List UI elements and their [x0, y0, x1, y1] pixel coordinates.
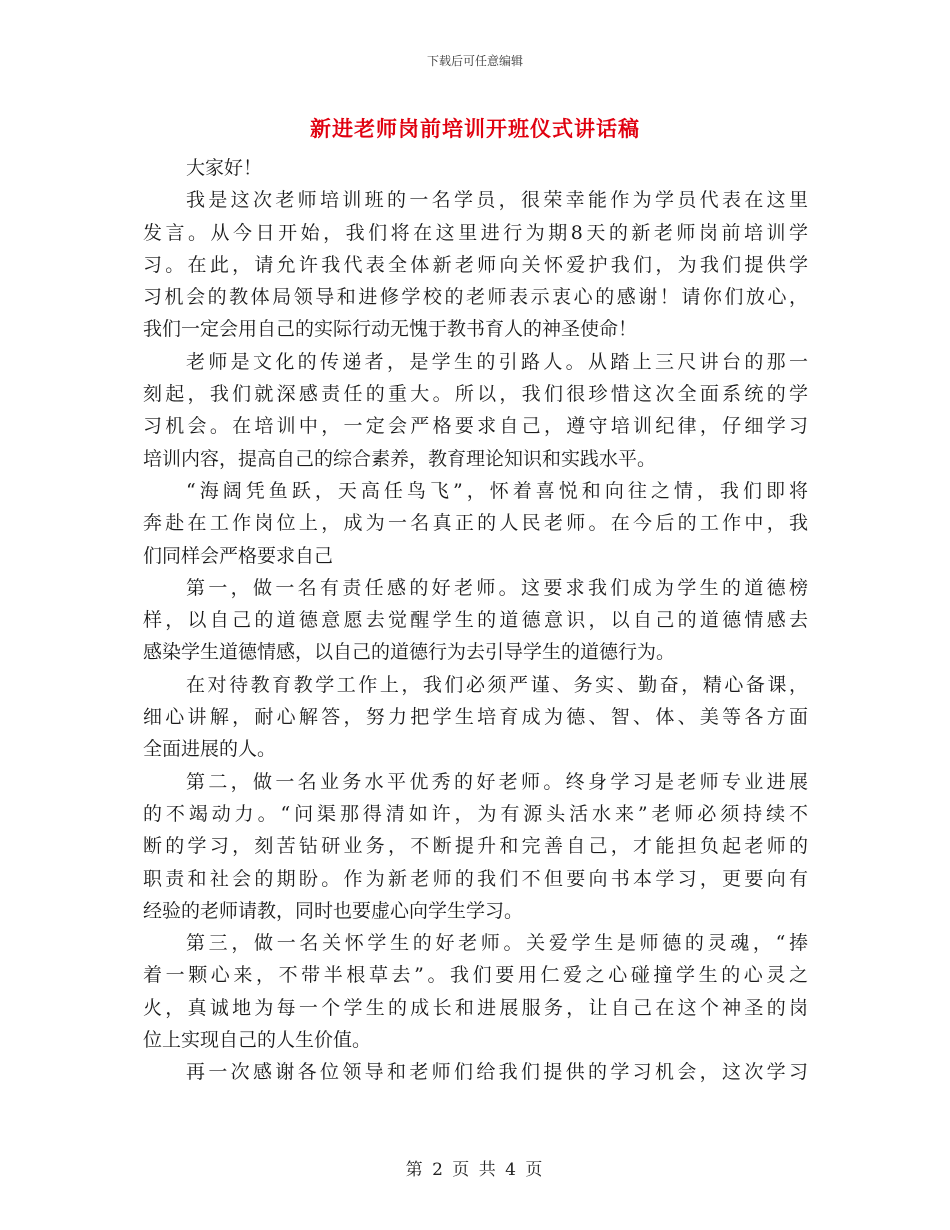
paragraph-line: 习机会。在培训中，一定会严格要求自己，遵守培训纪律，仔细学习: [143, 415, 808, 438]
document-title: 新进老师岗前培训开班仪式讲话稿: [310, 117, 640, 141]
paragraph-line: 着一颗心来，不带半根草去”。我们要用仁爱之心碰撞学生的心灵之: [143, 964, 808, 987]
paragraph-line: 刻起，我们就深感责任的重大。所以，我们很珍惜这次全面系统的学: [143, 383, 808, 406]
paragraph-line: 奔赴在工作岗位上，成为一名真正的人民老师。在今后的工作中，我: [143, 512, 808, 535]
paragraph-line: 第二，做一名业务水平优秀的好老师。终身学习是老师专业进展: [186, 770, 808, 793]
page-header-note: 下载后可任意编辑: [426, 54, 523, 68]
paragraph-line: 断的学习，刻苦钻研业务，不断提升和完善自己，才能担负起老师的: [143, 835, 808, 858]
paragraph-line: 习机会的教体局领导和进修学校的老师表示衷心的感谢！请你们放心，: [143, 286, 808, 309]
paragraph-line: 发言。从今日开始，我们将在这里进行为期8天的新老师岗前培训学: [143, 221, 808, 244]
paragraph-line: 的不竭动力。“问渠那得清如许，为有源头活水来”老师必须持续不: [143, 802, 808, 825]
paragraph-line: 细心讲解，耐心解答，努力把学生培育成为德、智、体、美等各方面: [143, 706, 808, 729]
paragraph-line: 习。在此，请允许我代表全体新老师向关怀爱护我们，为我们提供学: [143, 253, 808, 276]
paragraph-line: 培训内容，提高自己的综合素养，教育理论知识和实践水平。: [143, 447, 657, 470]
paragraph-line: 老师是文化的传递者，是学生的引路人。从踏上三尺讲台的那一: [186, 350, 808, 373]
paragraph-line: 位上实现自己的人生价值。: [143, 1029, 372, 1052]
paragraph-line: 经验的老师请教，同时也要虚心向学生学习。: [143, 899, 524, 922]
paragraph-line: 大家好！: [186, 157, 263, 179]
paragraph-line: “海阔凭鱼跃，天高任鸟飞”，怀着喜悦和向往之情，我们即将: [186, 479, 808, 502]
paragraph-line: 火，真诚地为每一个学生的成长和进展服务，让自己在这个神圣的岗: [143, 996, 808, 1019]
paragraph-line: 们同样会严格要求自己: [143, 544, 334, 567]
paragraph-line: 全面进展的人。: [143, 738, 277, 761]
paragraph-line: 感染学生道德情感，以自己的道德行为去引导学生的道德行为。: [143, 641, 676, 664]
paragraph-line: 第一，做一名有责任感的好老师。这要求我们成为学生的道德榜: [186, 576, 808, 599]
paragraph-line: 样，以自己的道德意愿去觉醒学生的道德意识，以自己的道德情感去: [143, 609, 808, 632]
document-body: [143, 152, 808, 1089]
paragraph-line: 我们一定会用自己的实际行动无愧于教书育人的神圣使命！: [143, 318, 638, 341]
page-number: 第 2 页 共 4 页: [405, 1160, 545, 1180]
paragraph-line: 职责和社会的期盼。作为新老师的我们不但要向书本学习，更要向有: [143, 867, 808, 890]
paragraph-line: 再一次感谢各位领导和老师们给我们提供的学习机会，这次学习: [186, 1061, 808, 1084]
paragraph-line: 第三，做一名关怀学生的好老师。关爱学生是师德的灵魂，“捧: [186, 932, 808, 955]
paragraph-line: 我是这次老师培训班的一名学员，很荣幸能作为学员代表在这里: [186, 189, 808, 212]
paragraph-line: 在对待教育教学工作上，我们必须严谨、务实、勤奋，精心备课，: [186, 673, 808, 696]
